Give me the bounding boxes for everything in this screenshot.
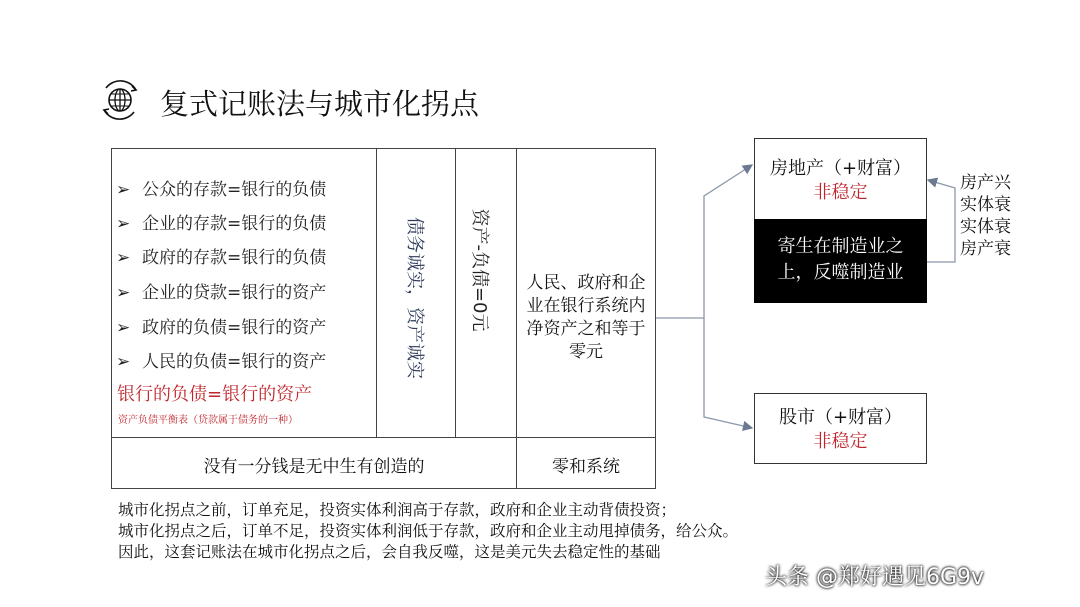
cycle-item: 实体衰	[960, 195, 1011, 215]
cycle-item: 房产衰	[960, 239, 1011, 259]
watermark: 头条 @郑好遇见6G9v	[765, 565, 985, 590]
net-asset-text: 人民、政府和企业在银行系统内净资产之和等于零元	[526, 273, 646, 362]
real-estate-box	[754, 138, 927, 220]
parasitic-box: 寄生在制造业之上，反噬制造业	[754, 219, 927, 303]
bullet-item: ➢ 人民的负债=银行的资产	[116, 352, 327, 372]
summary-line: 城市化拐点之前，订单充足，投资实体利润高于存款，政府和企业主动背债投资；	[118, 501, 677, 519]
stock-market-box	[754, 393, 927, 464]
summary-line: 因此，这套记账法在城市化拐点之后，会自我反噬，这是美元失去稳定性的基础	[118, 543, 661, 561]
bullet-arrow-icon: ➢	[116, 248, 131, 268]
honesty-text: 债务诚实，资产诚实	[404, 217, 425, 379]
bullet-item: ➢ 企业的存款=银行的负债	[116, 214, 327, 234]
no-creation-text: 没有一分钱是无中生有创造的	[203, 457, 425, 477]
stock-market-status: 非稳定	[813, 431, 868, 452]
bullet-arrow-icon: ➢	[116, 283, 131, 303]
bullet-item: ➢ 政府的存款=银行的负债	[116, 248, 327, 268]
summary-text	[118, 500, 738, 563]
cycle-list	[960, 172, 1011, 260]
cycle-item: 实体衰	[960, 217, 1011, 237]
zero-sum-text: 零和系统	[552, 457, 620, 477]
real-estate-title: 房地产（+财富）	[769, 158, 912, 179]
bullet-arrow-icon: ➢	[116, 214, 131, 234]
bullet-item: ➢ 企业的贷款=银行的资产	[116, 283, 327, 303]
real-estate-status: 非稳定	[813, 182, 868, 203]
bullet-arrow-icon: ➢	[116, 352, 131, 372]
equation-text: 资产-负债=0元	[469, 208, 490, 332]
slide-title: 复式记账法与城市化拐点	[160, 87, 480, 121]
stock-market-title: 股市（+财富）	[778, 407, 903, 428]
summary-line: 城市化拐点之后，订单不足，投资实体利润低于存款，政府和企业主动甩掉债务，给公众。	[118, 522, 739, 540]
bullet-arrow-icon: ➢	[116, 180, 131, 200]
balance-equation: 银行的负债=银行的资产	[117, 384, 313, 405]
balance-note: 资产负债平衡表（贷款属于债务的一种）	[118, 415, 298, 426]
bullet-item: ➢ 政府的负债=银行的资产	[116, 318, 327, 338]
bullet-item: ➢ 公众的存款=银行的负债	[116, 180, 327, 200]
cycle-item: 房产兴	[960, 173, 1011, 193]
bullet-arrow-icon: ➢	[116, 318, 131, 338]
